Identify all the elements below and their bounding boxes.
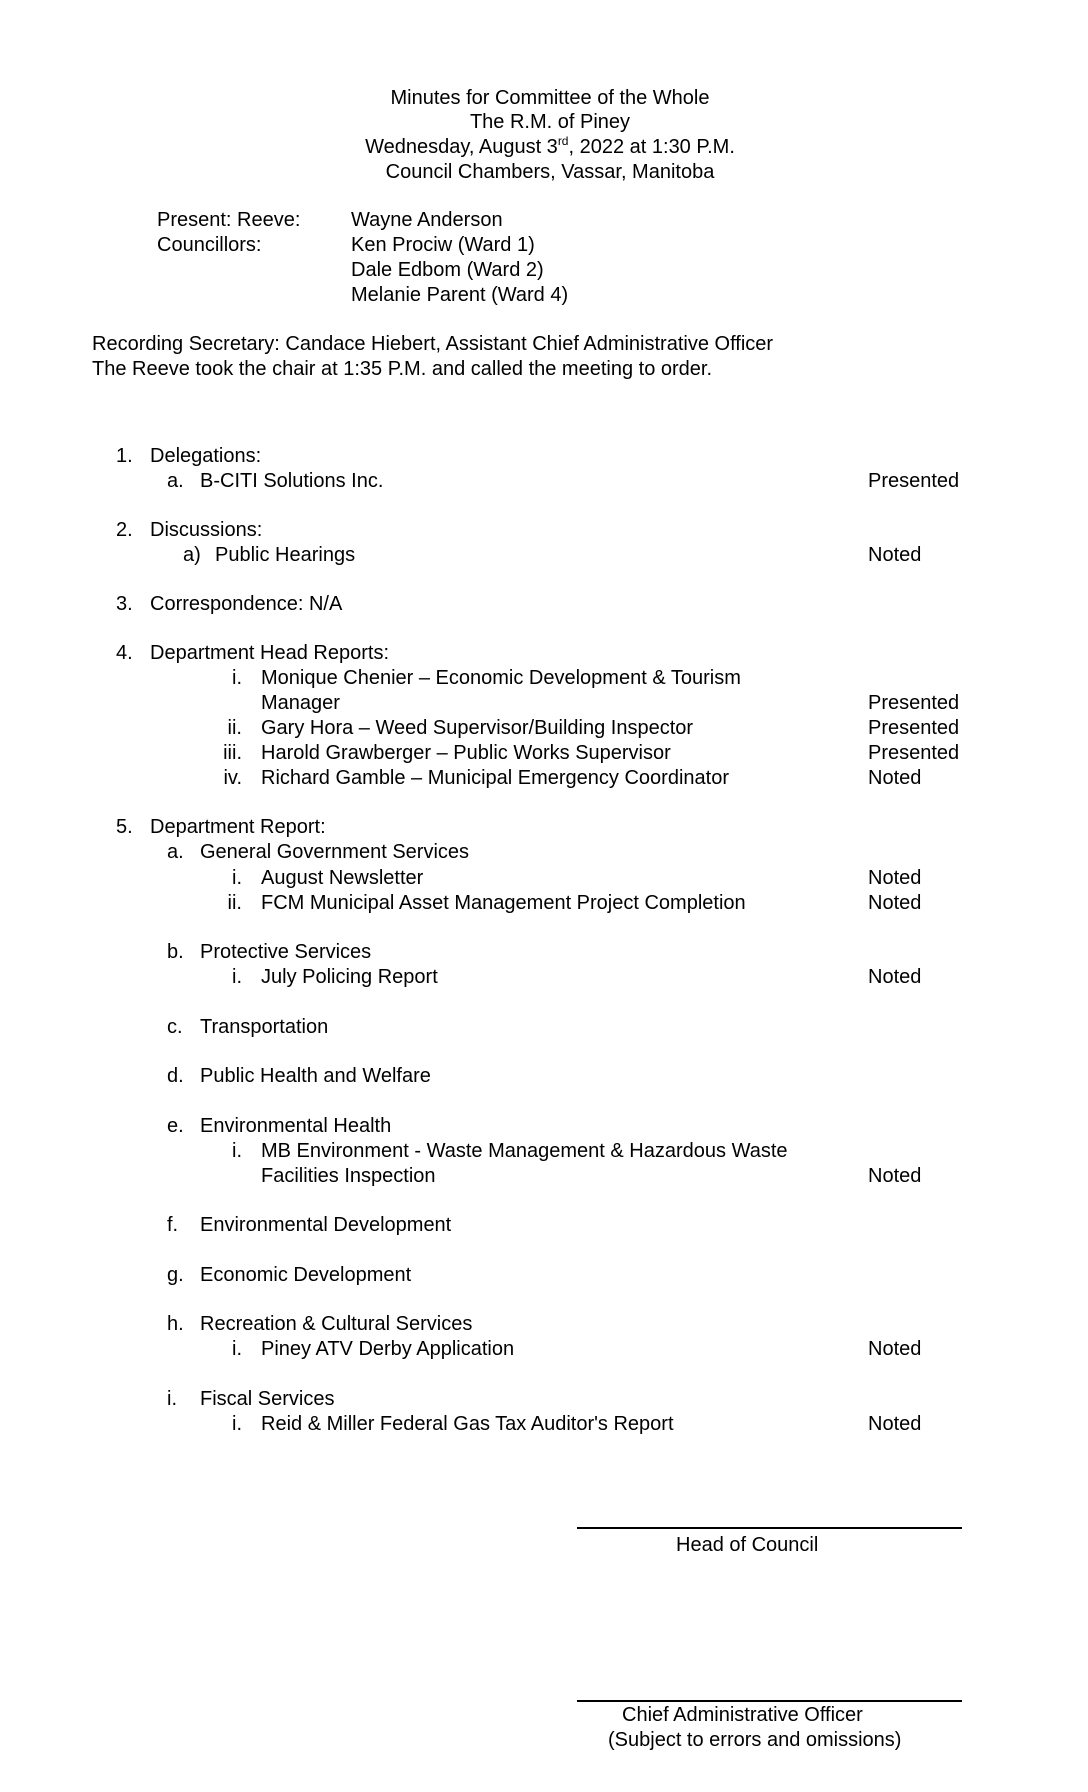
item-status: Noted [868,892,922,914]
meeting-location: Council Chambers, Vassar, Manitoba [385,161,715,183]
item-label: a) [183,544,201,566]
item-text: FCM Municipal Asset Management Project Completion [261,892,746,914]
present-label: Present: Reeve: [157,209,301,231]
item-text: MB Environment - Waste Management & Hazardous Waste [261,1140,788,1162]
subsection-label: d. [167,1065,184,1087]
item-text: Piney ATV Derby Application [261,1338,515,1360]
subsection-title: Recreation & Cultural Services [200,1313,473,1335]
item-label: i. [232,667,242,689]
subsection-title: Public Health and Welfare [200,1065,431,1087]
item-status: Presented [868,692,960,714]
subsection-title: Economic Development [200,1264,412,1286]
item-text: Harold Grawberger – Public Works Supervisor [261,742,671,764]
item-text: Richard Gamble – Municipal Emergency Coordinator [261,767,729,789]
section-title: Discussions: [150,519,263,541]
subsection-label: e. [167,1115,184,1137]
subsection-title: Fiscal Services [200,1388,335,1410]
councillor-name: Melanie Parent (Ward 4) [351,284,569,306]
item-status: Noted [868,544,922,566]
item-label: i. [232,1338,242,1360]
subsection-title: General Government Services [200,841,470,863]
subsection-title: Environmental Development [200,1214,452,1236]
item-text: Gary Hora – Weed Supervisor/Building Inspector [261,717,694,739]
section-title: Department Report: [150,816,326,838]
subsection-label: f. [167,1214,179,1236]
section-number: 1. [116,445,133,467]
reeve-name: Wayne Anderson [351,209,503,231]
section-number: 2. [116,519,133,541]
subsection-label: h. [167,1313,184,1335]
item-text-continued: Facilities Inspection [261,1165,436,1187]
item-label: ii. [227,717,242,739]
cao-label: Chief Administrative Officer [622,1704,863,1726]
item-text: Public Hearings [215,544,356,566]
item-status: Noted [868,767,922,789]
recording-secretary: Recording Secretary: Candace Hiebert, Assistant Chief Administrative Officer [92,333,774,355]
item-status: Presented [868,470,960,492]
signature-line-cao [577,1700,962,1702]
item-status: Noted [868,1165,922,1187]
item-status: Presented [868,717,960,739]
subsection-title: Transportation [200,1016,329,1038]
errors-omissions-note: (Subject to errors and omissions) [608,1729,902,1751]
subsection-label: g. [167,1264,184,1286]
item-label: iii. [223,742,242,764]
councillors-label: Councillors: [157,234,262,256]
subsection-title: Environmental Health [200,1115,392,1137]
section-number: 5. [116,816,133,838]
item-label: a. [167,470,184,492]
item-label: iv. [223,767,242,789]
subsection-label: c. [167,1016,183,1038]
signature-line-head-of-council [577,1527,962,1529]
item-text: August Newsletter [261,867,424,889]
item-status: Noted [868,1338,922,1360]
subsection-label: b. [167,941,184,963]
subsection-title: Protective Services [200,941,372,963]
item-label: i. [232,966,242,988]
item-status: Noted [868,966,922,988]
councillor-name: Ken Prociw (Ward 1) [351,234,535,256]
item-label: i. [232,1140,242,1162]
municipality-name: The R.M. of Piney [469,111,631,133]
item-text: July Policing Report [261,966,438,988]
item-label: i. [232,1413,242,1435]
item-status: Presented [868,742,960,764]
meeting-date: Wednesday, August 3rd, 2022 at 1:30 P.M. [365,134,735,158]
section-title: Department Head Reports: [150,642,390,664]
item-status: Noted [868,867,922,889]
chair-statement: The Reeve took the chair at 1:35 P.M. and called the meeting to order. [92,358,713,380]
item-status: Noted [868,1413,922,1435]
item-label: ii. [227,892,242,914]
item-text: B-CITI Solutions Inc. [200,470,384,492]
head-of-council-label: Head of Council [676,1534,819,1556]
section-title: Correspondence: N/A [150,593,343,615]
item-text-continued: Manager [261,692,340,714]
section-number: 3. [116,593,133,615]
subsection-label: a. [167,841,184,863]
item-label: i. [232,867,242,889]
item-text: Reid & Miller Federal Gas Tax Auditor's Report [261,1413,674,1435]
item-text: Monique Chenier – Economic Development & Tourism [261,667,741,689]
section-title: Delegations: [150,445,262,467]
section-number: 4. [116,642,133,664]
subsection-label: i. [167,1388,177,1410]
councillor-name: Dale Edbom (Ward 2) [351,259,544,281]
document-title: Minutes for Committee of the Whole [390,87,710,109]
